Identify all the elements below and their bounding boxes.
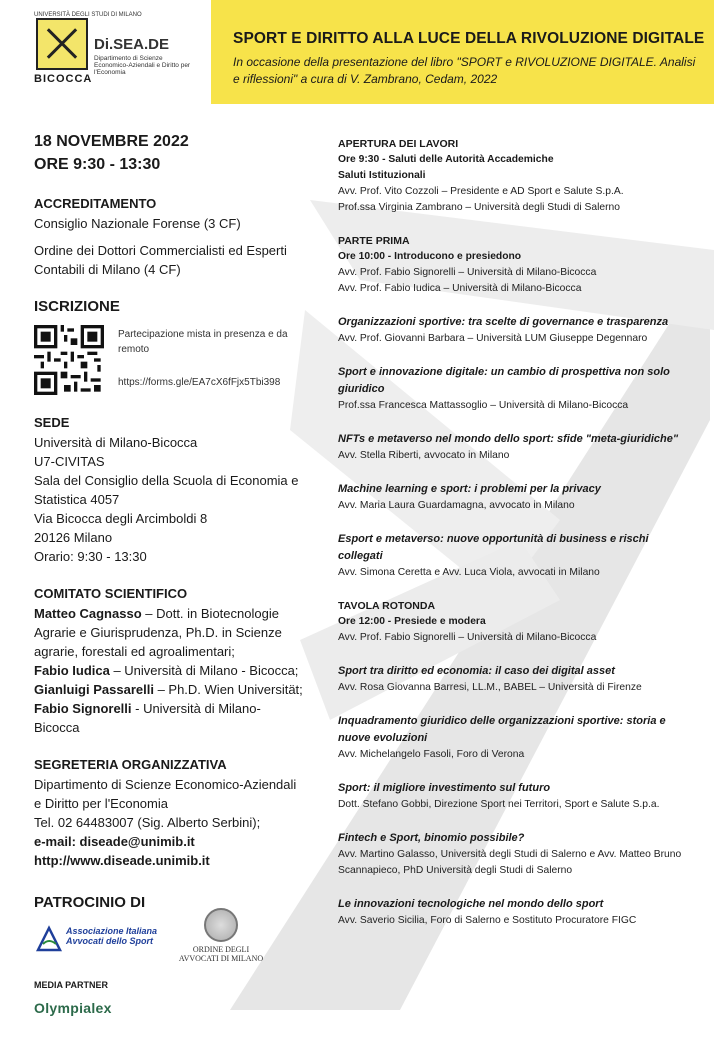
comitato-member	[34, 661, 306, 680]
sede-line: Orario: 9:30 - 13:30	[34, 549, 147, 564]
talk-title: Inquadramento giuridico delle organizzazioni sportive: storia e nuove evoluzioni	[338, 715, 666, 744]
program-item	[338, 830, 688, 879]
program-column	[338, 136, 688, 946]
program-section-title: TAVOLA ROTONDA	[338, 600, 436, 612]
program-item	[338, 663, 688, 696]
aiads-logo	[34, 920, 174, 964]
comitato-member	[34, 680, 306, 699]
media-partner-label: MEDIA PARTNER	[34, 980, 108, 990]
program-speaker: Avv. Prof. Vito Cozzoli – Presidente e AD Sport e Salute S.p.A.	[338, 186, 624, 197]
member-name: Fabio Signorelli	[34, 701, 132, 716]
patrocinio-title: PATROCINIO DI	[34, 894, 146, 911]
ordine-name: ORDINE DEGLI AVVOCATI DI MILANO	[178, 945, 264, 963]
segreteria-dept: Dipartimento di Scienze Economico-Aziendali e Diritto per l'Economia	[34, 777, 297, 811]
accreditamento-odcec: Ordine dei Dottori Commercialisti ed Esperti Contabili di Milano (4 CF)	[34, 243, 287, 277]
qr-code-icon[interactable]	[34, 325, 104, 395]
media-partner-logo: Olympialex	[34, 1000, 112, 1016]
program-sub: Saluti Istituzionali	[338, 170, 426, 181]
program-speaker: Avv. Simona Ceretta e Avv. Luca Viola, avvocati in Milano	[338, 567, 600, 578]
segreteria-title: SEGRETERIA ORGANIZZATIVA	[34, 757, 227, 772]
program-item	[338, 780, 688, 813]
program-item	[338, 233, 688, 297]
talk-title: Machine learning e sport: i problemi per la privacy	[338, 483, 601, 495]
segreteria-email[interactable]: e-mail: diseade@unimib.it	[34, 834, 195, 849]
member-name: Fabio Iudica	[34, 663, 110, 678]
talk-title: Esport e metaverso: nuove opportunità di business e rischi collegati	[338, 533, 649, 562]
segreteria-website[interactable]: http://www.diseade.unimib.it	[34, 853, 210, 868]
ordine-avvocati-logo	[176, 908, 266, 968]
event-time: ORE 9:30 - 13:30	[34, 156, 161, 173]
event-title: SPORT E DIRITTO ALLA LUCE DELLA RIVOLUZIONE DIGITALE	[233, 30, 705, 47]
program-item	[338, 598, 688, 646]
program-time: Ore 12:00 - Presiede e modera	[338, 616, 486, 627]
talk-title: Sport e innovazione digitale: un cambio di prospettiva non solo giuridico	[338, 366, 670, 395]
bicocca-emblem-icon	[36, 18, 88, 70]
iscrizione-title: ISCRIZIONE	[34, 298, 120, 315]
member-role: – Ph.D. Wien Universität;	[153, 682, 303, 697]
sede-line: Sala del Consiglio della Scuola di Economia e Statistica 4057	[34, 473, 299, 507]
sede-line: Via Bicocca degli Arcimboldi 8	[34, 511, 208, 526]
program-item	[338, 431, 688, 464]
aiads-emblem-icon	[34, 924, 64, 954]
program-item	[338, 314, 688, 347]
talk-title: Organizzazioni sportive: tra scelte di governance e trasparenza	[338, 316, 669, 328]
program-speaker: Prof.ssa Virginia Zambrano – Università degli Studi di Salerno	[338, 202, 620, 213]
aiads-name: Associazione Italiana Avvocati dello Sport	[66, 926, 158, 946]
program-speaker: Avv. Prof. Fabio Signorelli – Università di Milano-Bicocca	[338, 267, 597, 278]
accreditamento-cnf: Consiglio Nazionale Forense (3 CF)	[34, 216, 241, 231]
program-speaker: Avv. Prof. Fabio Iudica – Università di Milano-Bicocca	[338, 283, 582, 294]
iscrizione-block	[34, 323, 306, 395]
sede-line: 20126 Milano	[34, 530, 113, 545]
logo-university-small: UNIVERSITÀ DEGLI STUDI DI MILANO	[34, 12, 142, 18]
program-speaker: Prof.ssa Francesca Mattassoglio – Università di Milano-Bicocca	[338, 400, 629, 411]
talk-title: Fintech e Sport, binomio possibile?	[338, 832, 525, 844]
program-speaker: Avv. Saverio Sicilia, Foro di Salerno e Sostituto Procuratore FIGC	[338, 915, 637, 926]
logo-department: Dipartimento di Scienze Economico-Aziendali e Diritto per l'Economia	[94, 55, 191, 76]
member-name: Matteo Cagnasso	[34, 606, 142, 621]
accreditamento-title: ACCREDITAMENTO	[34, 196, 157, 211]
program-item	[338, 136, 688, 216]
program-speaker: Avv. Stella Riberti, avvocato in Milano	[338, 450, 510, 461]
comitato-member	[34, 604, 306, 661]
talk-title: NFTs e metaverso nel mondo dello sport: sfide "meta-giuridiche"	[338, 433, 679, 445]
comitato-title: COMITATO SCIENTIFICO	[34, 586, 188, 601]
program-time: Ore 10:00 - Introducono e presiedono	[338, 251, 522, 262]
program-section-title: PARTE PRIMA	[338, 235, 410, 247]
talk-title: Sport: il migliore investimento sul futuro	[338, 782, 551, 794]
program-section-title: APERTURA DEI LAVORI	[338, 138, 459, 150]
university-logo	[28, 10, 208, 96]
talk-title: Sport tra diritto ed economia: il caso dei digital asset	[338, 665, 615, 677]
logo-disea: Di.SEA.DE	[94, 36, 170, 53]
iscrizione-mode: Partecipazione mista in presenza e da remoto	[118, 329, 288, 355]
program-speaker: Avv. Michelangelo Fasoli, Foro di Verona	[338, 749, 525, 760]
sede-title: SEDE	[34, 415, 70, 430]
ordine-seal-icon	[204, 908, 238, 942]
member-role: – Università di Milano - Bicocca;	[109, 663, 299, 678]
info-column	[34, 130, 306, 870]
segreteria-phone: Tel. 02 64483007 (Sig. Alberto Serbini);	[34, 815, 261, 830]
program-speaker: Avv. Martino Galasso, Università degli Studi di Salerno e Avv. Matteo Bruno Scannapieco, PhD Università degli Studi di Salerno	[338, 849, 682, 876]
program-item	[338, 896, 688, 929]
comitato-member	[34, 699, 306, 737]
program-speaker: Dott. Stefano Gobbi, Direzione Sport nei Territori, Sport e Salute S.p.a.	[338, 799, 660, 810]
program-item	[338, 713, 688, 763]
program-item	[338, 364, 688, 414]
program-speaker: Avv. Maria Laura Guardamagna, avvocato in Milano	[338, 500, 575, 511]
program-speaker: Avv. Prof. Giovanni Barbara – Università LUM Giuseppe Degennaro	[338, 333, 648, 344]
header-banner	[211, 0, 714, 104]
iscrizione-link[interactable]: https://forms.gle/EA7cX6fFjx5Tbi398	[118, 377, 281, 388]
event-date: 18 NOVEMBRE 2022	[34, 133, 189, 150]
event-subtitle: In occasione della presentazione del libro "SPORT e RIVOLUZIONE DIGITALE. Analisi e riflessioni" a cura di V. Zambrano, Cedam, 2022	[233, 55, 696, 86]
program-item	[338, 481, 688, 514]
talk-title: Le innovazioni tecnologiche nel mondo dello sport	[338, 898, 604, 910]
program-time: Ore 9:30 - Saluti delle Autorità Accademiche	[338, 154, 554, 165]
member-role: - Università di Milano-Bicocca	[34, 701, 261, 735]
program-speaker: Avv. Prof. Fabio Signorelli – Università di Milano-Bicocca	[338, 632, 597, 643]
sede-line: Università di Milano-Bicocca	[34, 435, 198, 450]
member-name: Gianluigi Passarelli	[34, 682, 154, 697]
program-speaker: Avv. Rosa Giovanna Barresi, LL.M., BABEL – Università di Firenze	[338, 682, 642, 693]
member-role: – Dott. in Biotecnologie Agrarie e Giurisprudenza, Ph.D. in Scienze agrarie, forestali ed agroalimentari;	[34, 606, 282, 659]
program-item	[338, 531, 688, 581]
sede-line: U7-CIVITAS	[34, 454, 105, 469]
logo-bicocca: BICOCCA	[34, 73, 93, 85]
